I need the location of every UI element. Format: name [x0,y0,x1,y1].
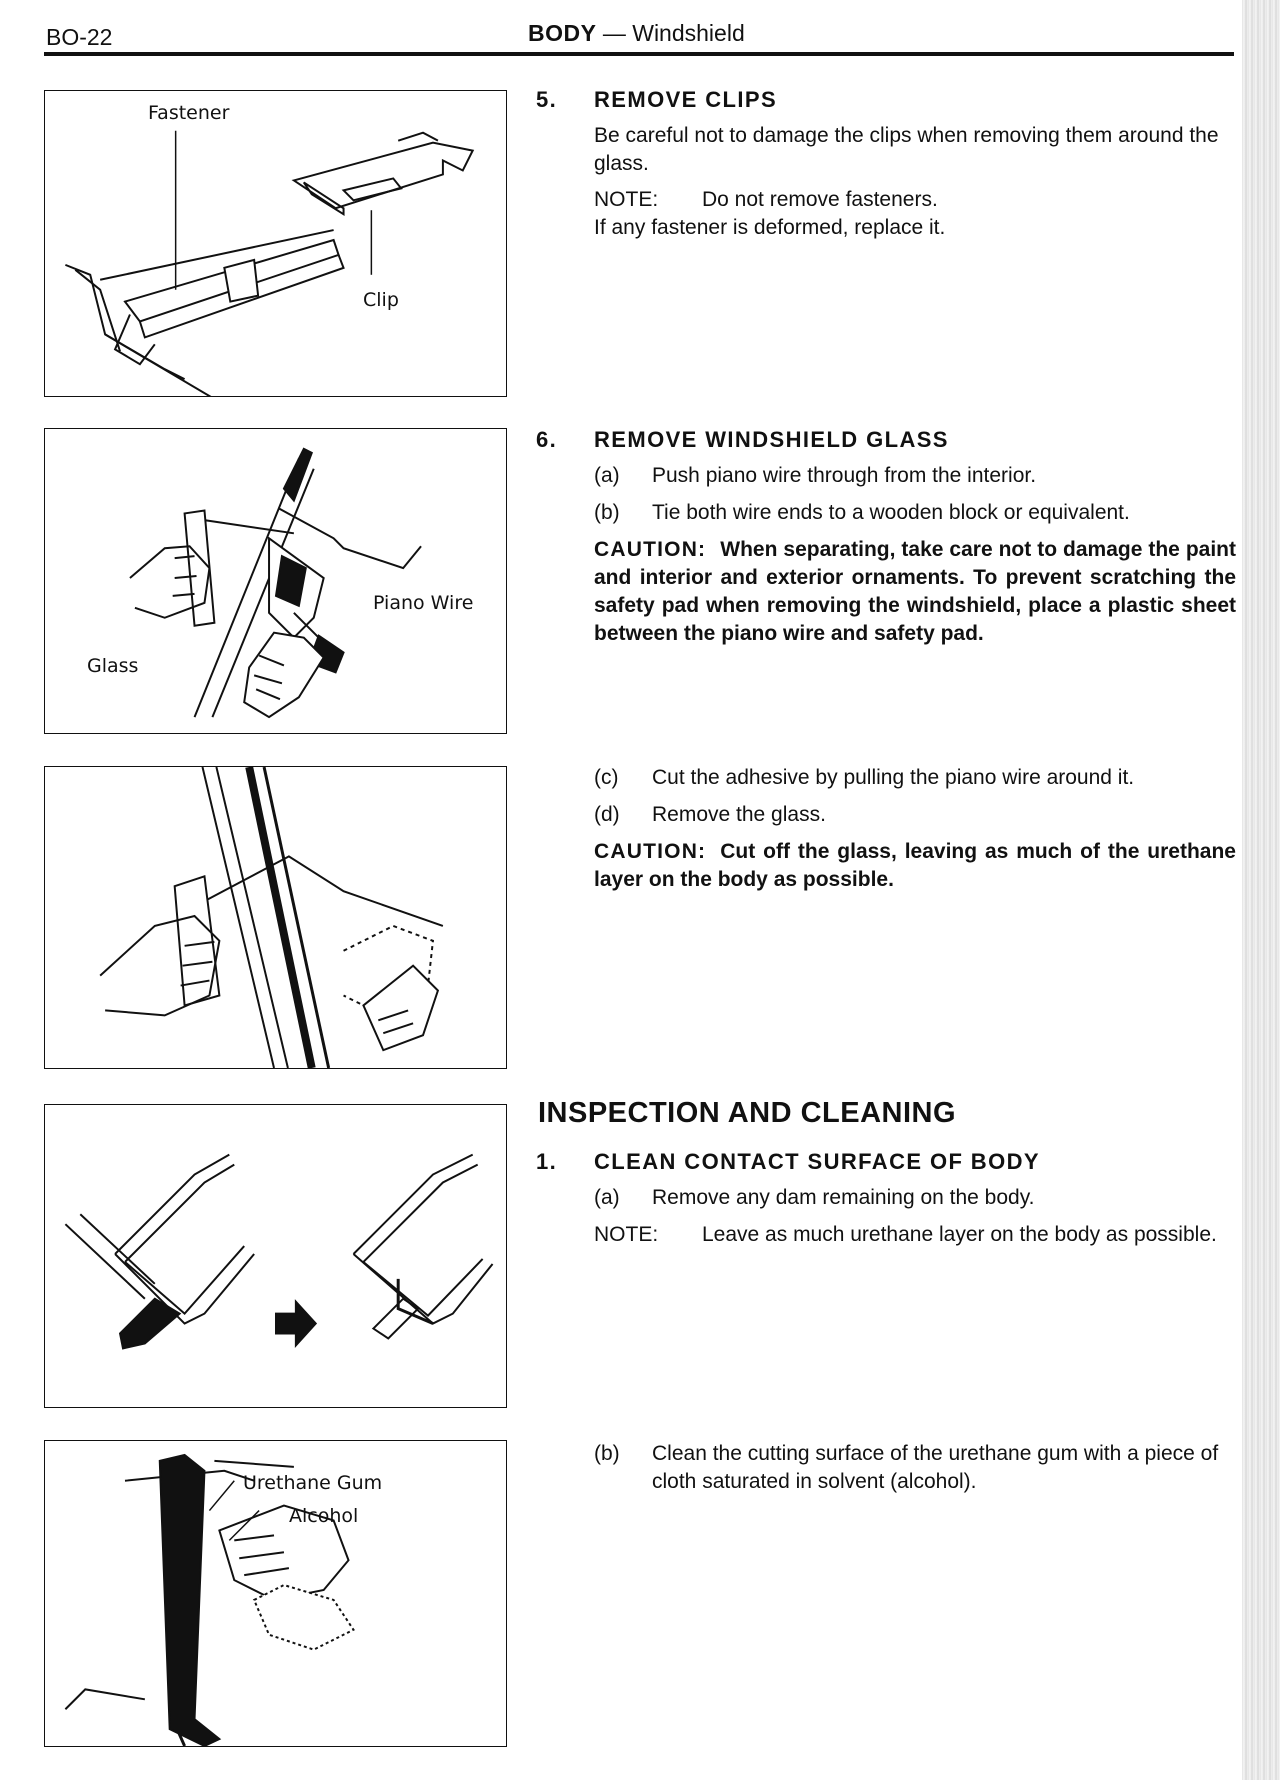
step-5-text: Be careful not to damage the clips when removing them around the glass. [594,124,1219,175]
step-6-continued-body [594,764,1236,894]
section-title: BODY [528,20,597,46]
label-fastener: Fastener [148,102,230,124]
step-6a-text: Push piano wire through from the interior. [652,464,1037,487]
inspection-1a-label: (a) [594,1186,620,1209]
header-rule [44,52,1234,56]
clip-fastener-illustration [45,91,506,396]
inspection-note-text: Leave as much urethane layer on the body as possible. [702,1223,1217,1246]
step-6-caution-2 [594,838,1236,894]
step-5-body [594,122,1236,242]
inspection-note-label: NOTE: [594,1223,659,1246]
inspection-1a [594,1184,1236,1212]
figure-clean-urethane [44,1440,507,1747]
caution-label: CAUTION: [594,538,707,561]
inspection-step-1-number: 1. [536,1149,558,1174]
inspection-step-1-title: CLEAN CONTACT SURFACE OF BODY [594,1149,1040,1174]
step-6d-text: Remove the glass. [652,803,826,826]
step-5-note [594,186,1236,214]
step-6-body [594,462,1236,648]
inspection-1b [594,1440,1236,1496]
label-urethane-gum: Urethane Gum [243,1472,383,1494]
step-6b-text: Tie both wire ends to a wooden block or equivalent. [652,501,1130,524]
figure-cut-adhesive [44,766,507,1069]
step-6-continued [536,764,1236,894]
step-6c-text: Cut the adhesive by pulling the piano wire around it. [652,766,1135,789]
step-6-heading [536,426,1236,454]
piano-wire-illustration [45,429,506,733]
figure-remove-clips [44,90,507,397]
step-5-title: REMOVE CLIPS [594,87,778,112]
caution-2-label: CAUTION: [594,840,707,863]
step-6-remove-windshield [536,426,1236,648]
step-6a-label: (a) [594,464,620,487]
caution-text: When separating, take care not to damage the paint and interior and exterior ornaments. To prevent scratching the safety pad when removing the windshield, place a plastic sheet between the piano wire and safety pad. [594,538,1236,645]
cutting-adhesive-illustration [45,767,506,1068]
step-6-number: 6. [536,427,558,452]
inspection-note [594,1221,1236,1249]
label-glass: Glass [87,655,139,677]
label-alcohol: Alcohol [289,1505,359,1527]
step-6b-label: (b) [594,501,620,524]
inspection-step-1-body [594,1184,1236,1249]
step-6d [594,801,1236,829]
topic-title: Windshield [632,20,745,46]
note-label: NOTE: [594,188,659,211]
inspection-step-1b [536,1440,1236,1505]
label-clip: Clip [363,289,399,311]
inspection-step-1-heading [536,1148,1236,1176]
label-piano-wire: Piano Wire [373,592,474,614]
step-6d-label: (d) [594,803,620,826]
caution-2-text: Cut off the glass, leaving as much of the urethane layer on the body as possible. [594,840,1236,891]
note-text: Do not remove fasteners. [702,188,938,211]
step-6b [594,499,1236,527]
inspection-1b-text: Clean the cutting surface of the urethane gum with a piece of cloth saturated in solvent (alcohol). [652,1442,1219,1493]
inspection-1b-label: (b) [594,1442,620,1465]
title-separator: — [602,20,626,46]
inspection-step-1b-body [594,1440,1236,1496]
inspection-step-1 [536,1148,1236,1249]
step-6c [594,764,1236,792]
page-number: BO-22 [46,24,113,50]
figure-remove-dam [44,1104,507,1408]
step-6-title: REMOVE WINDSHIELD GLASS [594,427,949,452]
step-6-caution [594,536,1236,648]
step-5-remove-clips [536,86,1236,242]
figure-piano-wire [44,428,507,734]
step-5-note-line2: If any fastener is deformed, replace it. [594,216,946,239]
running-head [528,20,745,47]
step-6c-label: (c) [594,766,619,789]
scanned-page-edge [1242,0,1280,1780]
section-heading-inspection: INSPECTION AND CLEANING [538,1097,957,1129]
step-6a [594,462,1236,490]
step-5-number: 5. [536,87,558,112]
dam-removal-illustration [45,1105,506,1407]
step-5-heading [536,86,1236,114]
inspection-1a-text: Remove any dam remaining on the body. [652,1186,1035,1209]
